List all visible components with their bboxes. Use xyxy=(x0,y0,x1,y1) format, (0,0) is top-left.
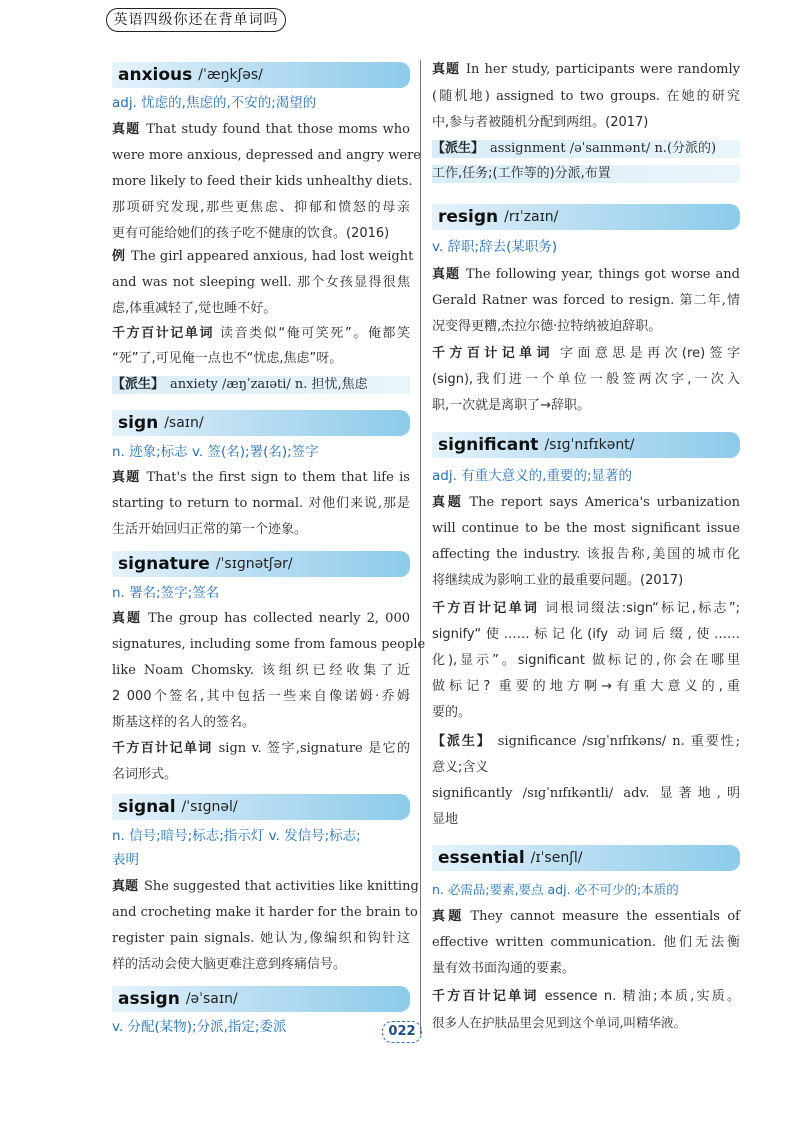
headword: sign xyxy=(118,413,159,433)
example-line: 例 The girl appeared anxious, had lost weight xyxy=(112,249,414,264)
zhenti-line: 那项研究发现,那些更焦虑、抑郁和愤怒的母亲 xyxy=(112,200,410,215)
memory-line: 职,一次就是离职了→辞职。 xyxy=(432,398,591,413)
memory-label: 千方百计记单词 xyxy=(432,989,539,1004)
phonetic: /əˈsaɪn/ xyxy=(185,991,238,1007)
derivative-label: 【派生】 xyxy=(112,377,165,392)
zhenti-line: 将继续成为影响工业的最重要问题。(2017) xyxy=(432,573,684,588)
zhenti-line: were more anxious, depressed and angry were xyxy=(112,148,421,163)
book-title-badge: 英语四级你还在背单词吗 xyxy=(106,8,286,32)
zhenti-line: 真题 In her study, participants were randomly xyxy=(432,62,740,77)
entry-header-anxious xyxy=(112,62,410,88)
zhenti-line: 样的活动会使大脑更难注意到疼痛信号。 xyxy=(112,957,347,972)
zhenti-line: starting to return to normal. 对他们来说,那是 xyxy=(112,496,410,511)
memory-label: 千方百计记单词 xyxy=(112,741,213,756)
zhenti-line: 真题 She suggested that activities like knitting xyxy=(112,879,419,894)
zhenti-line: 真题 The group has collected nearly 2, 000 xyxy=(112,611,410,626)
headword: significant xyxy=(438,435,539,455)
zhenti-line: (随机地) assigned to two groups. 在她的研究 xyxy=(432,89,740,104)
example-line: and was not sleeping well. 那个女孩显得很焦 xyxy=(112,275,410,290)
headword: assign xyxy=(118,989,180,1009)
phonetic: /ɪˈsenʃl/ xyxy=(530,850,583,866)
zhenti-label: 真题 xyxy=(432,909,465,924)
definition: n. 署名;签字;签名 xyxy=(112,585,220,601)
memory-line: “死”了,可见俺一点也不“忧虑,焦虑”呀。 xyxy=(112,351,343,366)
zhenti-line: 生活开始回归正常的第一个迹象。 xyxy=(112,522,308,537)
zhenti-line: 斯基这样的名人的签名。 xyxy=(112,715,256,730)
memory-line: signify“使……标记化(ify 动词后缀,使…… xyxy=(432,627,740,642)
zhenti-line: 真题 The following year, things got worse and xyxy=(432,267,740,282)
headword: signature xyxy=(118,554,210,574)
derivative-label: 【派生】 xyxy=(432,141,485,156)
phonetic: /sɪɡˈnɪfɪkənt/ xyxy=(544,437,635,453)
phonetic: /ˈsɪɡnətʃər/ xyxy=(215,556,293,572)
memory-line: 很多人在护肤品里会见到这个单词,叫精华液。 xyxy=(432,1015,686,1030)
zhenti-label: 真题 xyxy=(432,62,460,77)
derivative-line: 【派生】 assignment /əˈsaɪnmənt/ n.(分派的) xyxy=(432,140,740,158)
entry-header-signature xyxy=(112,551,410,577)
phonetic: /rɪˈzaɪn/ xyxy=(504,209,559,225)
entry-header-significant xyxy=(432,432,740,458)
entry-header-signal xyxy=(112,794,410,820)
entry-header-assign xyxy=(112,986,410,1012)
derivative-line: 【派生】 significance /sɪɡˈnɪfɪkəns/ n. 重要性; xyxy=(432,734,740,749)
memory-line: 千方百计记单词 读音类似“俺可笑死”。俺都笑 xyxy=(112,326,410,341)
zhenti-line: like Noam Chomsky. 该组织已经收集了近 xyxy=(112,663,410,678)
memory-label: 千方百计记单词 xyxy=(432,601,540,616)
definition: n. 必需品;要素,要点 adj. 必不可少的;本质的 xyxy=(432,882,679,897)
example-line: 虑,体重减轻了,觉也睡不好。 xyxy=(112,301,277,316)
zhenti-line: will continue to be the most significant issue xyxy=(432,521,740,536)
derivative-line: 工作,任务;(工作等的)分派,布置 xyxy=(432,165,740,183)
zhenti-label: 真题 xyxy=(112,611,143,626)
definition: adj. 有重大意义的,重要的;显著的 xyxy=(432,468,633,484)
headword: essential xyxy=(438,848,525,868)
zhenti-line: 真题 That study found that those moms who xyxy=(112,122,410,137)
memory-label: 千方百计记单词 xyxy=(112,326,215,341)
memory-line: 千方百计记单词 词根词缀法:sign“标记,标志”; xyxy=(432,601,740,616)
zhenti-line: 量有效书面沟通的要素。 xyxy=(432,961,576,976)
zhenti-label: 真题 xyxy=(112,470,141,485)
zhenti-line: more likely to feed their kids unhealthy diets. xyxy=(112,174,413,189)
zhenti-line: register pain signals. 她认为,像编织和钩针这 xyxy=(112,931,410,946)
zhenti-line: 真题 They cannot measure the essentials of xyxy=(432,909,740,924)
zhenti-line: affecting the industry. 该报告称,美国的城市化 xyxy=(432,547,740,562)
headword: anxious xyxy=(118,65,193,85)
derivative-line: significantly /sɪɡˈnɪfɪkəntli/ adv. 显著地,明 xyxy=(432,786,740,801)
phonetic: /ˈæŋkʃəs/ xyxy=(198,67,263,83)
memory-line: 化),显示”。significant 做标记的,你会在哪里 xyxy=(432,653,740,668)
headword: signal xyxy=(118,797,176,817)
memory-line: (sign),我们进一个单位一般签两次字,一次入 xyxy=(432,372,740,387)
zhenti-line: 真题 That's the first sign to them that life is xyxy=(112,470,410,485)
memory-line: 名词形式。 xyxy=(112,767,178,782)
memory-line: 千方百计记单词 sign v. 签字,signature 是它的 xyxy=(112,741,410,756)
derivative-label: 【派生】 xyxy=(432,734,492,749)
entry-header-resign xyxy=(432,204,740,230)
phonetic: /ˈsɪɡnəl/ xyxy=(181,799,238,815)
definition: v. 辞职;辞去(某职务) xyxy=(432,239,558,255)
definition: 表明 xyxy=(112,852,139,868)
zhenti-line: and crocheting make it harder for the brain to xyxy=(112,905,418,920)
definition: v. 分配(某物);分派,指定;委派 xyxy=(112,1019,287,1035)
column-divider xyxy=(420,60,421,1035)
headword: resign xyxy=(438,207,499,227)
derivative-line: 意义;含义 xyxy=(432,760,489,775)
zhenti-label: 真题 xyxy=(432,267,460,282)
zhenti-line: 2 000个签名,其中包括一些来自像诺姆·乔姆 xyxy=(112,689,410,704)
example-label: 例 xyxy=(112,249,126,264)
memory-line: 千方百计记单词 essence n. 精油;本质,实质。 xyxy=(432,989,740,1004)
zhenti-label: 真题 xyxy=(112,122,141,137)
derivative-line: 【派生】 anxiety /æŋˈzaɪəti/ n. 担忧,焦虑 xyxy=(112,376,410,394)
memory-line: 千方百计记单词 字面意思是再次(re)签字 xyxy=(432,346,740,361)
zhenti-line: 真题 The report says America's urbanization xyxy=(432,495,740,510)
zhenti-line: Gerald Ratner was forced to resign. 第二年,情 xyxy=(432,293,740,308)
zhenti-line: effective written communication. 他们无法衡 xyxy=(432,935,740,950)
memory-label: 千方百计记单词 xyxy=(432,346,554,361)
page-number: 022 xyxy=(382,1021,422,1043)
definition: n. 迹象;标志 v. 签(名);署(名);签字 xyxy=(112,444,319,460)
memory-line: 做标记? 重要的地方啊→有重大意义的,重 xyxy=(432,679,740,694)
zhenti-line: signatures, including some from famous people xyxy=(112,637,426,652)
zhenti-line: 更有可能给她们的孩子吃不健康的饮食。(2016) xyxy=(112,226,390,241)
zhenti-line: 中,参与者被随机分配到两组。(2017) xyxy=(432,115,649,130)
entry-header-sign xyxy=(112,410,410,436)
definition: adj. 忧虑的,焦虑的,不安的;渴望的 xyxy=(112,95,317,111)
zhenti-line: 况变得更糟,杰拉尔德·拉特纳被迫辞职。 xyxy=(432,319,662,334)
zhenti-label: 真题 xyxy=(432,495,464,510)
memory-line: 要的。 xyxy=(432,705,472,720)
zhenti-label: 真题 xyxy=(112,879,139,894)
phonetic: /saɪn/ xyxy=(164,415,204,431)
derivative-line: 显地 xyxy=(432,812,459,827)
entry-header-essential xyxy=(432,845,740,871)
definition: n. 信号;暗号;标志;指示灯 v. 发信号;标志; xyxy=(112,828,361,844)
